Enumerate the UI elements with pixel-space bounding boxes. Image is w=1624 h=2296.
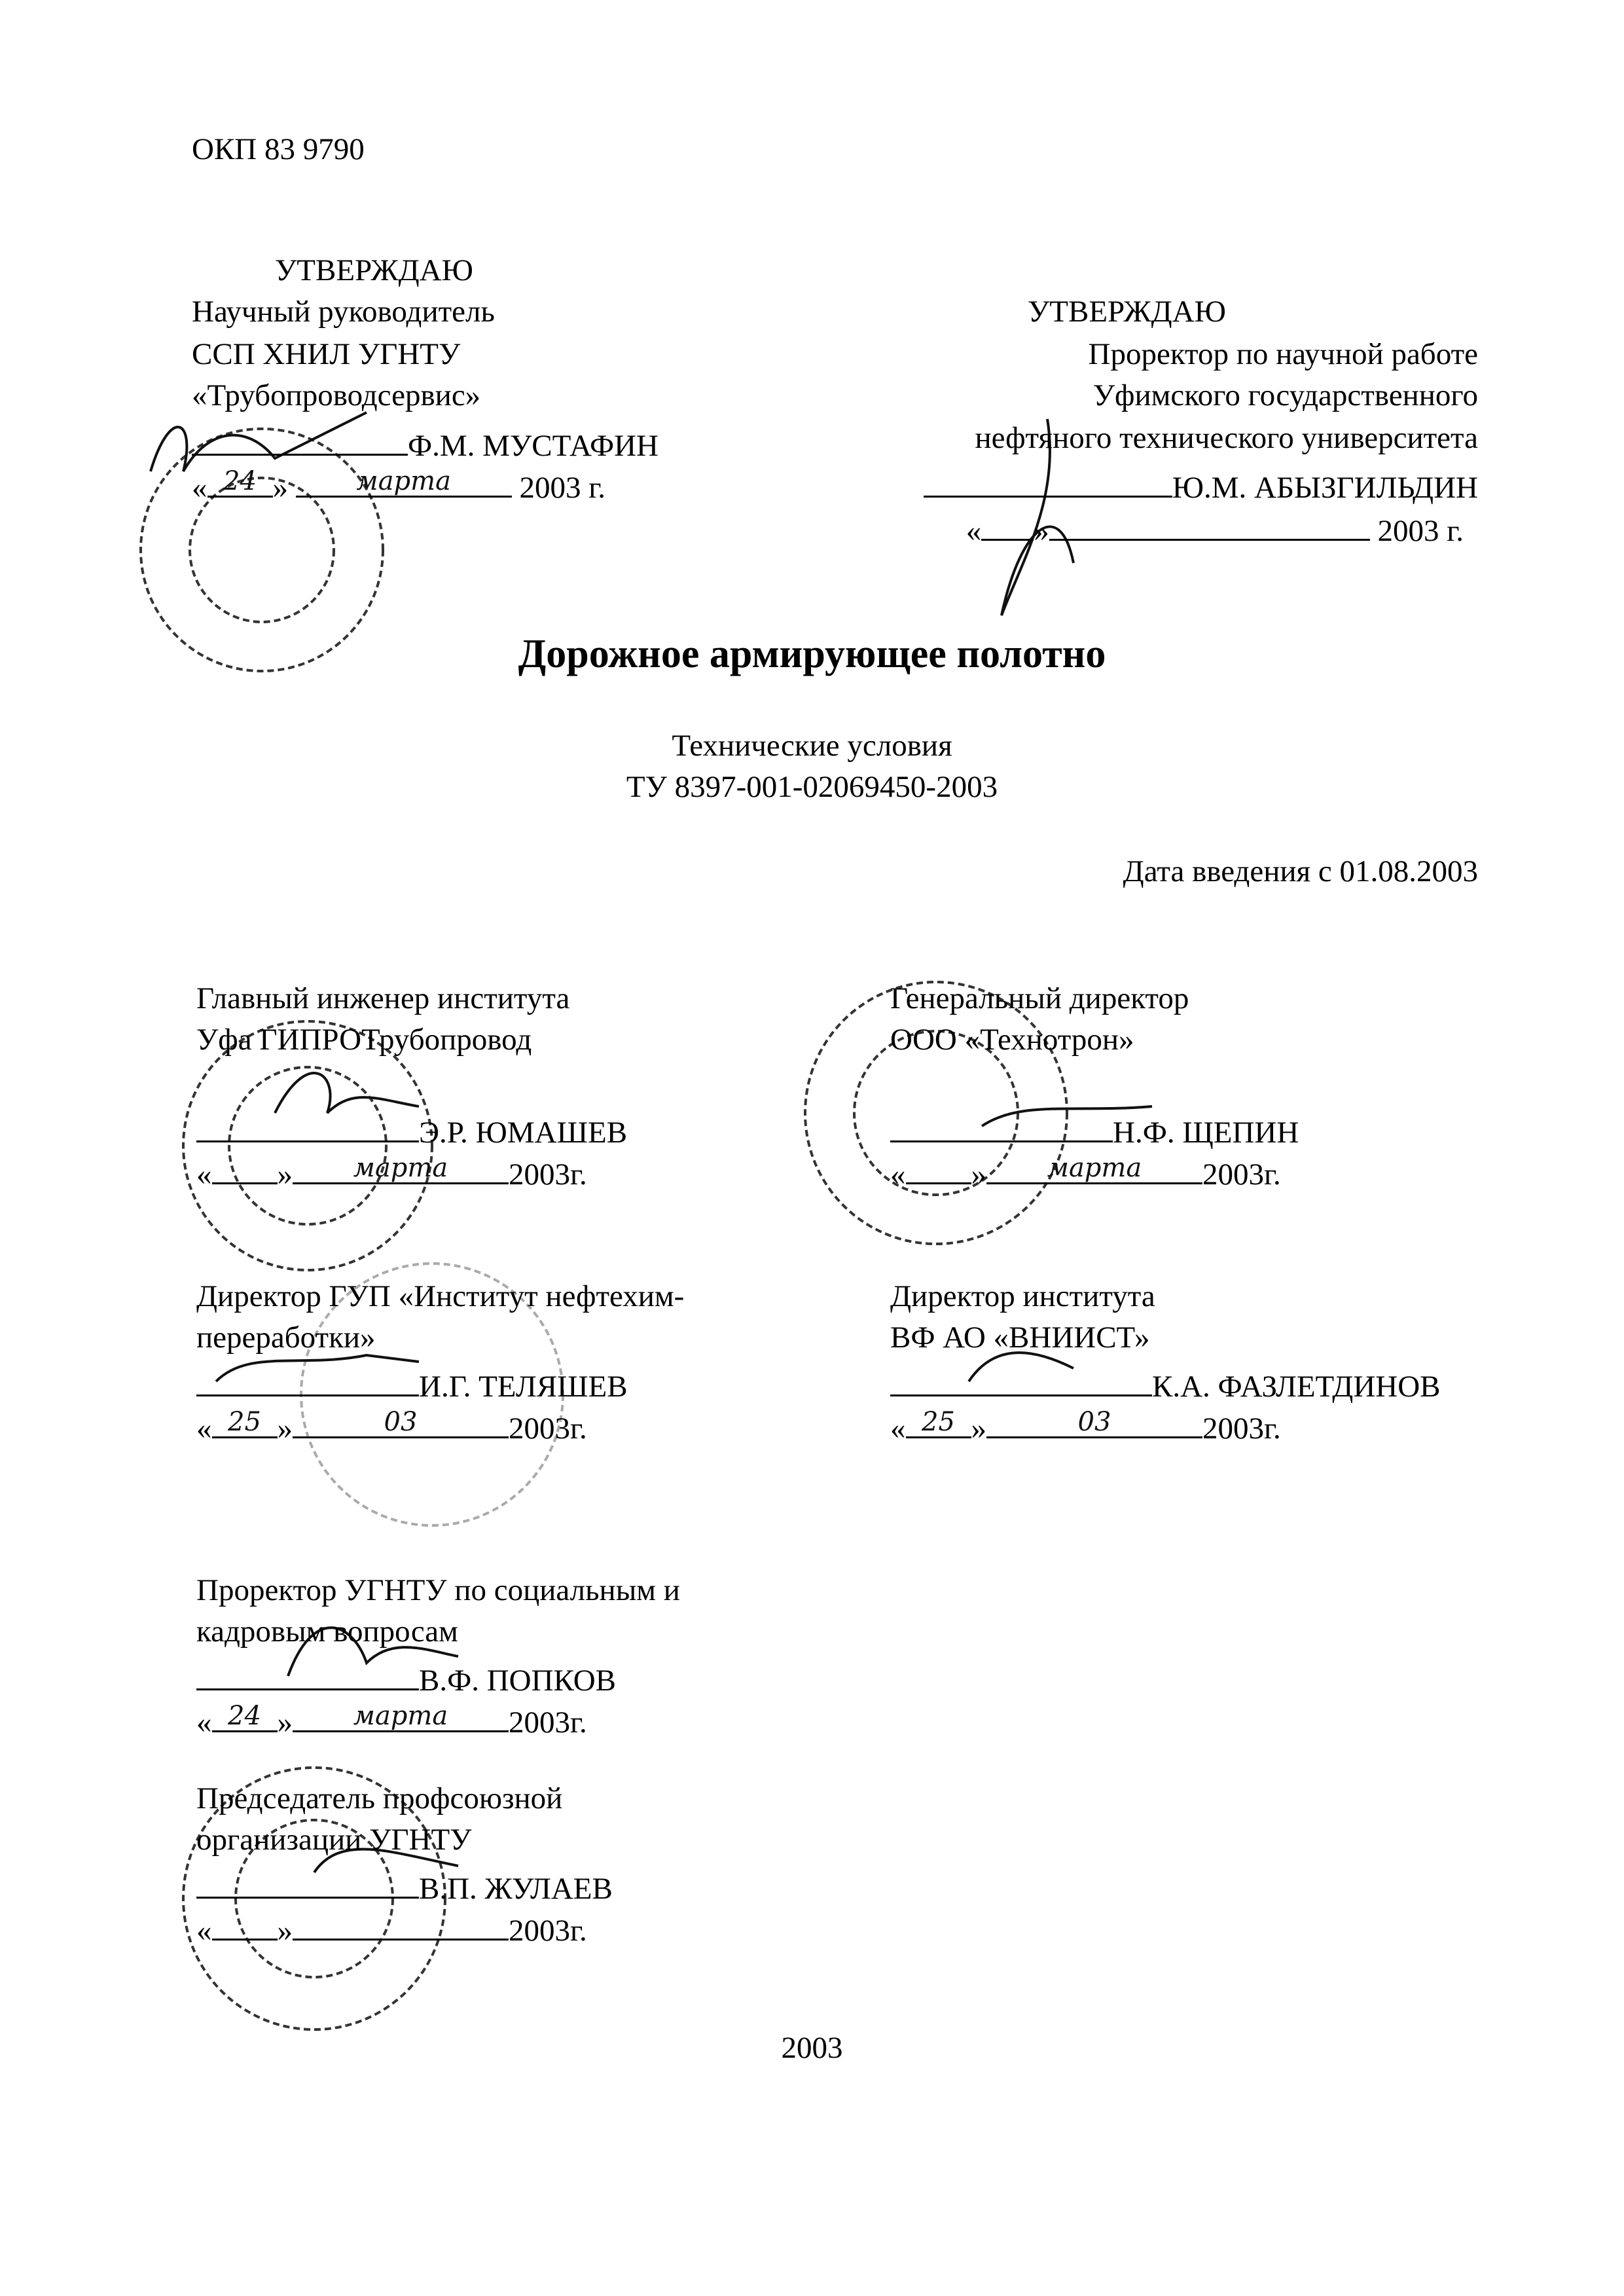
signatory-name: Э.Р. ЮМАШЕВ bbox=[419, 1116, 628, 1150]
signatory-title-line: ВФ АО «ВНИИСТ» bbox=[890, 1321, 1150, 1355]
signatory-year: 2003г. bbox=[1202, 1412, 1281, 1446]
handwritten-month: 03 bbox=[384, 1407, 418, 1437]
signatory-signature-line bbox=[890, 1364, 1441, 1402]
okp-code: ОКП 83 9790 bbox=[192, 132, 365, 166]
signatory-title-line: Главный инженер института bbox=[196, 981, 570, 1015]
signatory-title-line: Проректор УГНТУ по социальным и bbox=[196, 1573, 680, 1607]
signatory-year: 2003г. bbox=[509, 1412, 587, 1446]
approve-right-heading: УТВЕРЖДАЮ bbox=[1028, 295, 1226, 329]
signatory-date: « » 2003г. bbox=[196, 1908, 587, 1946]
document-code: ТУ 8397-001-02069450-2003 bbox=[626, 770, 998, 804]
signatory-name: В.П. ЖУЛАЕВ bbox=[419, 1872, 613, 1906]
handwritten-month: марта bbox=[356, 466, 451, 496]
approve-left-line: ССП ХНИЛ УГНТУ bbox=[192, 337, 461, 371]
handwritten-month: 03 bbox=[1077, 1407, 1111, 1437]
signatory-signature-line bbox=[196, 1658, 616, 1696]
approve-right-line: Проректор по научной работе bbox=[1088, 337, 1478, 371]
signatory-title-line: переработки» bbox=[196, 1321, 376, 1355]
approve-right-name: Ю.М. АБЫЗГИЛЬДИН bbox=[1172, 471, 1478, 505]
introduction-date: Дата введения с 01.08.2003 bbox=[1123, 854, 1478, 888]
document-title: Дорожное армирующее полотно bbox=[518, 632, 1106, 676]
signatory-signature-line bbox=[890, 1110, 1299, 1148]
approve-left-line: «Трубопроводсервис» bbox=[192, 378, 481, 412]
signatory-date: « 25 » 03 2003г. bbox=[890, 1407, 1281, 1446]
approve-left-name: Ф.М. МУСТАФИН bbox=[408, 429, 659, 463]
signatory-title-line: Директор института bbox=[890, 1279, 1155, 1313]
signatory-signature-line bbox=[196, 1110, 627, 1148]
approve-left-date: « 24 » марта 2003 г. bbox=[192, 466, 605, 505]
handwritten-day: 25 bbox=[228, 1407, 261, 1437]
document-subtitle: Технические условия bbox=[672, 729, 952, 763]
signatory-title-line: Директор ГУП «Институт нефтехим- bbox=[196, 1279, 685, 1313]
approve-right-line: нефтяного технического университета bbox=[975, 421, 1478, 455]
signature-yumashev bbox=[275, 1073, 419, 1113]
signatory-year: 2003г. bbox=[509, 1914, 587, 1948]
signatory-date: « 25 » 03 2003г. bbox=[196, 1407, 587, 1446]
signatory-name: К.А. ФАЗЛЕТДИНОВ bbox=[1152, 1370, 1441, 1404]
signatory-year: 2003г. bbox=[1202, 1157, 1281, 1192]
approve-left-heading: УТВЕРЖДАЮ bbox=[275, 253, 473, 287]
signatory-title-line: Председатель профсоюзной bbox=[196, 1781, 563, 1815]
approve-left-line: Научный руководитель bbox=[192, 295, 495, 329]
approve-right-line: Уфимского государственного bbox=[1092, 378, 1478, 412]
footer-year: 2003 bbox=[781, 2031, 843, 2065]
signatory-title-line: кадровым вопросам bbox=[196, 1614, 458, 1649]
signatory-signature-line bbox=[196, 1866, 613, 1904]
signatory-year: 2003г. bbox=[509, 1705, 587, 1740]
approve-right-year: 2003 г. bbox=[1377, 514, 1464, 548]
approve-left-signature-line bbox=[192, 423, 659, 462]
signatory-name: Н.Ф. ЩЕПИН bbox=[1113, 1116, 1299, 1150]
signatory-name: В.Ф. ПОПКОВ bbox=[419, 1664, 617, 1698]
signatory-title-line: Генеральный директор bbox=[890, 981, 1189, 1015]
signature-blank bbox=[192, 423, 408, 456]
handwritten-day: 25 bbox=[922, 1407, 955, 1437]
signatory-date: « » марта 2003г. bbox=[890, 1153, 1281, 1192]
handwritten-month: марта bbox=[353, 1701, 448, 1731]
handwritten-month: марта bbox=[1047, 1153, 1142, 1183]
signatory-date: « » марта 2003г. bbox=[196, 1153, 587, 1192]
handwritten-month: марта bbox=[353, 1153, 448, 1183]
approve-right-signature-line bbox=[924, 465, 1478, 503]
signatory-signature-line bbox=[196, 1364, 628, 1402]
signatory-name: И.Г. ТЕЛЯШЕВ bbox=[419, 1370, 628, 1404]
handwritten-day: 24 bbox=[228, 1701, 261, 1731]
approve-left-year: 2003 г. bbox=[519, 471, 605, 505]
signatory-title-line: ООО «Технотрон» bbox=[890, 1023, 1134, 1057]
signatory-title-line: Уфа ГИПРОТрубопровод bbox=[196, 1023, 532, 1057]
signatory-year: 2003г. bbox=[509, 1157, 587, 1192]
handwritten-day: 24 bbox=[223, 466, 257, 496]
signatory-title-line: организации УГНТУ bbox=[196, 1823, 472, 1857]
signatory-date: « 24 » марта 2003г. bbox=[196, 1701, 587, 1740]
approve-right-date: « » 2003 г. bbox=[966, 508, 1464, 547]
